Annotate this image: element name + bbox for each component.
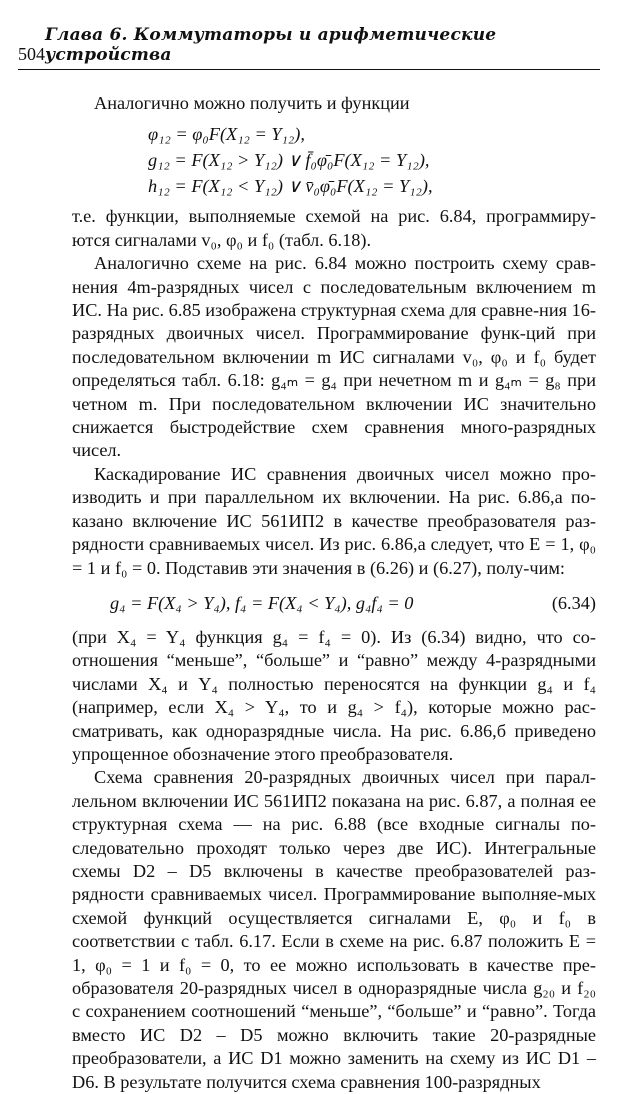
paragraph-parallel-connection: Каскадирование ИС сравнения двоичных чисел можно про-изводить и при параллельном их включении. На рис. 6.86,а по-казано включение ИС 561ИП2 в качестве преобразователя раз-рядности сравниваемых чисел. Из рис. 6.86,а следует, что E = 1, φ₀ = 1 и f₀ = 0. Подставив эти значения в (6.26) и (6.27), полу-чим: (72, 463, 596, 578)
running-head: Глава 6. Коммутаторы и арифметические устройства (45, 25, 497, 65)
equation-6-34 (72, 590, 596, 618)
formula-h12: h₁₂ = F(X₁₂ < Y₁₂) ∨ v̄₀φ̄₀F(X₁₂ = Y₁₂), (148, 176, 433, 197)
paragraph-after-formulas: т.е. функции, выполняемые схемой на рис. 6.84, программиру-ются сигналами v₀, φ₀ и f₀ (табл. 6.18). (72, 206, 596, 250)
page-body (72, 92, 596, 1094)
equation-number: (6.34) (551, 593, 596, 614)
formula-g12: g₁₂ = F(X₁₂ > Y₁₂) ∨ f̄₀φ̄₀F(X₁₂ = Y₁₂), (148, 150, 430, 171)
intro-paragraph: Аналогично можно получить и функции (94, 93, 410, 113)
equation-body: g₄ = F(X₄ > Y₄), f₄ = F(X₄ < Y₄), g₄f₄ = 0 (110, 593, 414, 614)
formula-block (148, 121, 596, 199)
paragraph-equation-explanation: (при X₄ = Y₄ функция g₄ = f₄ = 0). Из (6.34) видно, что со-отношения “меньше”, “больше” и “равно” между 4-разрядными числами X₄ и Y₄ полностью переносятся на функции g₄ и f₄ (например, если X₄ > Y₄, то и g₄ > f₄), которые можно рас-сматривать, как одноразрядные числа. На рис. 6.86,б приведено упрощенное обозначение этого преобразователя. (72, 626, 596, 764)
page-number: 504 (18, 44, 45, 64)
paragraph-20bit-comparison: Схема сравнения 20-разрядных двоичных чисел при парал-лельном включении ИС 561ИП2 показана на рис. 6.87, а полная ее структурная схема — на рис. 6.88 (все входные сигналы по-следовательно проходят только через две ИС). Интегральные схемы D2 – D5 включены в качестве преобразователей раз-рядности сравниваемых чисел. Программирование выполняе-мых схемой функций осуществляется сигналами E, φ₀ и f₀ в соответствии с табл. 6.17. Если в схеме на рис. 6.87 положить E = 1, φ₀ = 1 и f₀ = 0, то ее можно использовать в качестве пре-образователя 20-разрядных чисел в одноразрядные числа g₂₀ и f₂₀ с сохранением соотношений “меньше”, “больше” и “равно”. Тогда вместо ИС D2 – D5 можно включить такие 20-разрядные преобразователи, а ИС D1 можно заменить на схему из ИС D1 – D6. В результате получится схема сравнения 100-разрядных (72, 767, 596, 1092)
page-header (18, 25, 600, 70)
paragraph-serial-connection: Аналогично схеме на рис. 6.84 можно построить схему срав-нения 4m-разрядных чисел с последовательным включением m ИС. На рис. 6.85 изображена структурная схема для сравне-ния 16-разрядных двоичных чисел. Программирование функ-ций при последовательном включении m ИС сигналами v₀, φ₀ и f₀ будет определяться табл. 6.18: g₄ₘ = g₄ при нечетном m и g₄ₘ = g₈ при четном m. При последовательном включении ИС значительно снижается быстродействие схем сравнения много-разрядных чисел. (72, 253, 596, 461)
formula-phi12: φ₁₂ = φ₀F(X₁₂ = Y₁₂), (148, 124, 305, 145)
